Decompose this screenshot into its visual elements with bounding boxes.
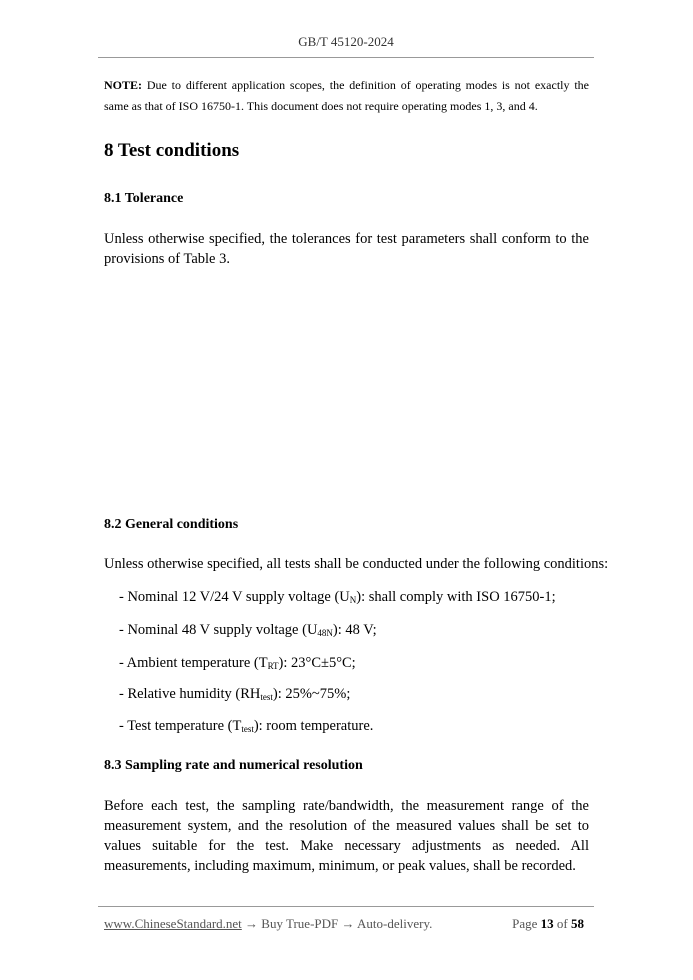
condition-item: - Nominal 48 V supply voltage $(U_{48N})$: 48 V;: [119, 622, 377, 638]
auto-delivery-text: Auto-delivery.: [354, 916, 433, 931]
section-8-3-paragraph: Before each test, the sampling rate/bandwidth, the measurement range of the measurement system, and the resolution of the measured values shall be set to values suitable for the test. Make necessary adjustments as needed. All measurements, including maximum, minimum, or peak values, shall be recorded.: [104, 798, 589, 874]
standard-code: GB/T 45120-2024: [298, 34, 394, 49]
section-8-1-paragraph: Unless otherwise specified, the tolerances for test parameters shall conform to the provisions of Table 3.: [104, 231, 589, 267]
note-block: [104, 75, 589, 117]
condition-item: - Relative humidity $(RH_{test})$: 25%~75%;: [119, 686, 351, 702]
site-link[interactable]: www.ChineseStandard.net: [104, 916, 242, 931]
note-tag: NOTE:: [104, 78, 143, 92]
section-8-heading: 8 Test conditions: [104, 140, 240, 161]
section-8-1-heading: 8.1 Tolerance: [104, 191, 184, 206]
page-label: Page: [512, 916, 538, 931]
buy-pdf-text: Buy True-PDF: [258, 916, 342, 931]
total-pages: 58: [571, 916, 584, 931]
condition-item: - Ambient temperature $(T_{RT})$: 23°C±5°C;: [119, 655, 356, 671]
section-8-2-intro: Unless otherwise specified, all tests shall be conducted under the following conditions:: [104, 556, 609, 572]
of-label: of: [556, 916, 568, 931]
page-header: [98, 34, 594, 50]
header-divider: [98, 57, 594, 58]
condition-item: - Nominal 12 V/24 V supply voltage $(U_N)$: shall comply with ISO 16750-1;: [119, 589, 556, 605]
section-8-2-heading: 8.2 General conditions: [104, 517, 239, 532]
arrow-icon: →: [341, 916, 355, 931]
section-8-3-heading: 8.3 Sampling rate and numerical resolution: [104, 758, 363, 773]
footer-promo: [104, 916, 432, 932]
note-text: Due to different application scopes, the definition of operating modes is not exactly the same as that of ISO 16750-1. This document does not require operating modes 1, 3, and 4.: [104, 78, 589, 113]
page-indicator: [512, 916, 584, 932]
page-number: 13: [540, 916, 554, 931]
footer-divider: [98, 906, 594, 907]
arrow-icon: →: [245, 916, 259, 931]
condition-item: - Test temperature $(T_{test})$: room temperature.: [119, 718, 374, 734]
